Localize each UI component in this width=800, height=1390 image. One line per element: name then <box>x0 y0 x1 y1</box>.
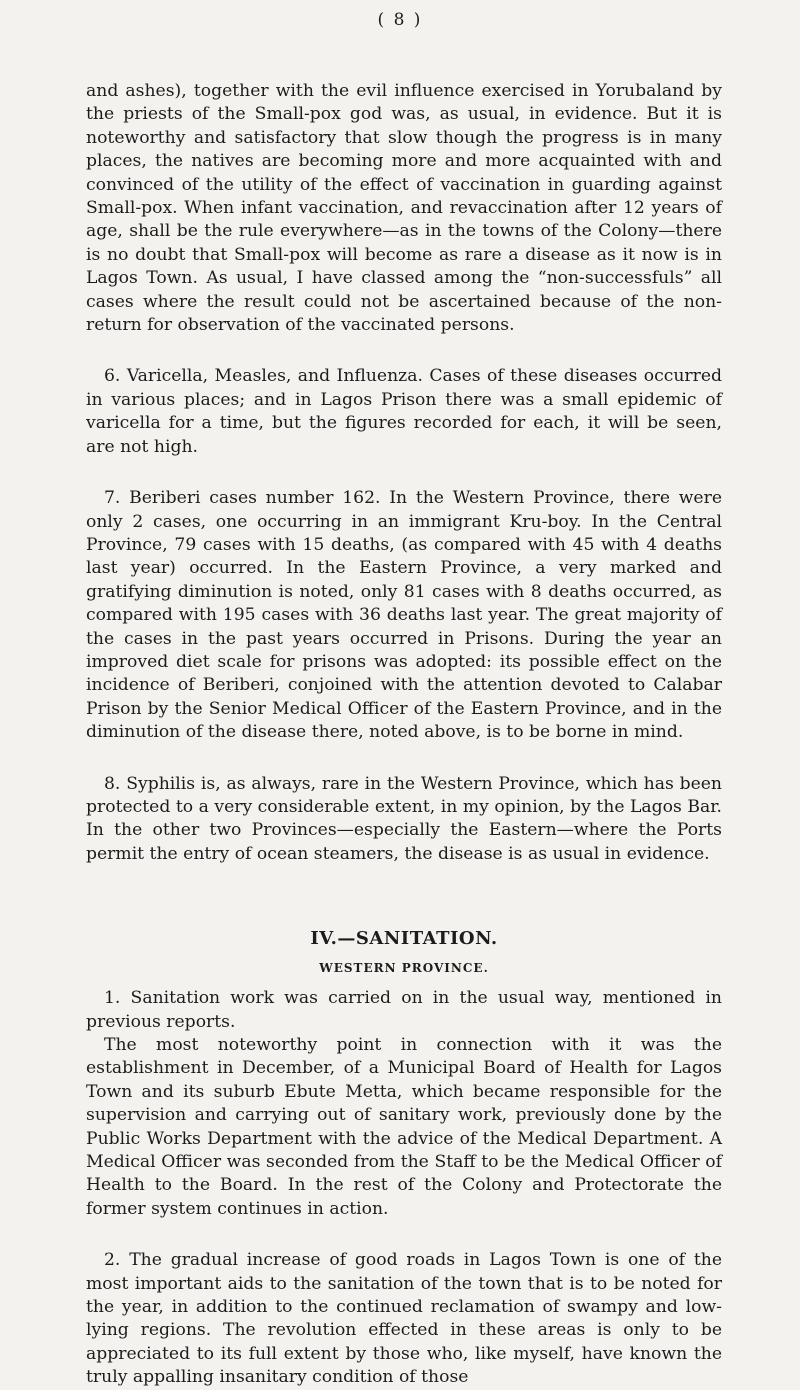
paragraph-intro: and ashes), together with the evil influence exercised in Yorubaland by the priests of the Small-pox god was, as usual, in evidence. But it is noteworthy and satisfactory that slow though the progress is in many places, the natives are becoming more and more acquainted with and convinced of the utility of the effect of vaccination in guarding against Small-pox. When infant vaccination, and revaccination after 12 years of age, shall be the rule everywhere—as in the towns of the Colony—there is no doubt that Small-pox will become as rare a disease as it now is in Lagos Town. As usual, I have classed among the “non-successfuls” all cases where the result could not be ascertained because of the non-return for observation of the vaccinated persons. <box>86 81 722 336</box>
section-title: IV.—SANITATION. <box>310 928 498 950</box>
paragraph-6: 6. Varicella, Measles, and Influenza. Cases of these diseases occurred in various places; and in Lagos Prison there was a small epidemic of varicella for a time, but the figures recorded for each, it will be seen, are not high. <box>86 366 722 457</box>
paragraph-8: 8. Syphilis is, as always, rare in the Western Province, which has been protected to a very considerable extent, in my opinion, by the Lagos Bar. In the other two Provinces—especially the Eastern—where the Ports permit the entry of ocean steamers, the disease is as usual in evidence. <box>86 773 722 864</box>
paragraph-7: 7. Beriberi cases number 162. In the Western Province, there were only 2 cases, one occurring in an immigrant Kru-boy. In the Central Province, 79 cases with 15 deaths, (as compared with 45 with 4 deaths last year) occurred. In the Eastern Province, a very marked and gratifying diminution is noted, only 81 cases with 8 deaths occurred, as compared with 195 cases with 36 deaths last year. The great majority of the cases in the past years occurred in Prisons. During the year an improved diet scale for prisons was adopted: its possible effect on the incidence of Beriberi, conjoined with the attention devoted to Calabar Prison by the Senior Medical Officer of the Eastern Province, and in the diminution of the disease there, noted above, is to be borne in mind. <box>86 488 722 743</box>
body-text <box>86 80 722 1390</box>
page-number: ( 8 ) <box>377 10 423 30</box>
sanitation-paragraph-2: 2. The gradual increase of good roads in Lagos Town is one of the most important aids to the sanitation of the town that is to be noted for the year, in addition to the continued reclamation of swampy and low-lying regions. The revolution effected in these areas is only to be appreciated to its full extent by those who, like myself, have known the truly appalling insanitary condition of those <box>86 1250 722 1388</box>
sanitation-paragraph-1: 1. Sanitation work was carried on in the usual way, mentioned in previous reports. <box>86 988 722 1032</box>
sanitation-paragraph-1-continued: The most noteworthy point in connection with it was the establishment in December, of a Municipal Board of Health for Lagos Town and its suburb Ebute Metta, which became responsible for the supervision and carrying out of sanitary work, previously done by the Public Works Department with the advice of the Medical Department. A Medical Officer was seconded from the Staff to be the Medical Officer of Health to the Board. In the rest of the Colony and Protectorate the former system continues in action. <box>86 1035 722 1219</box>
subsection-title: WESTERN PROVINCE. <box>319 961 489 976</box>
